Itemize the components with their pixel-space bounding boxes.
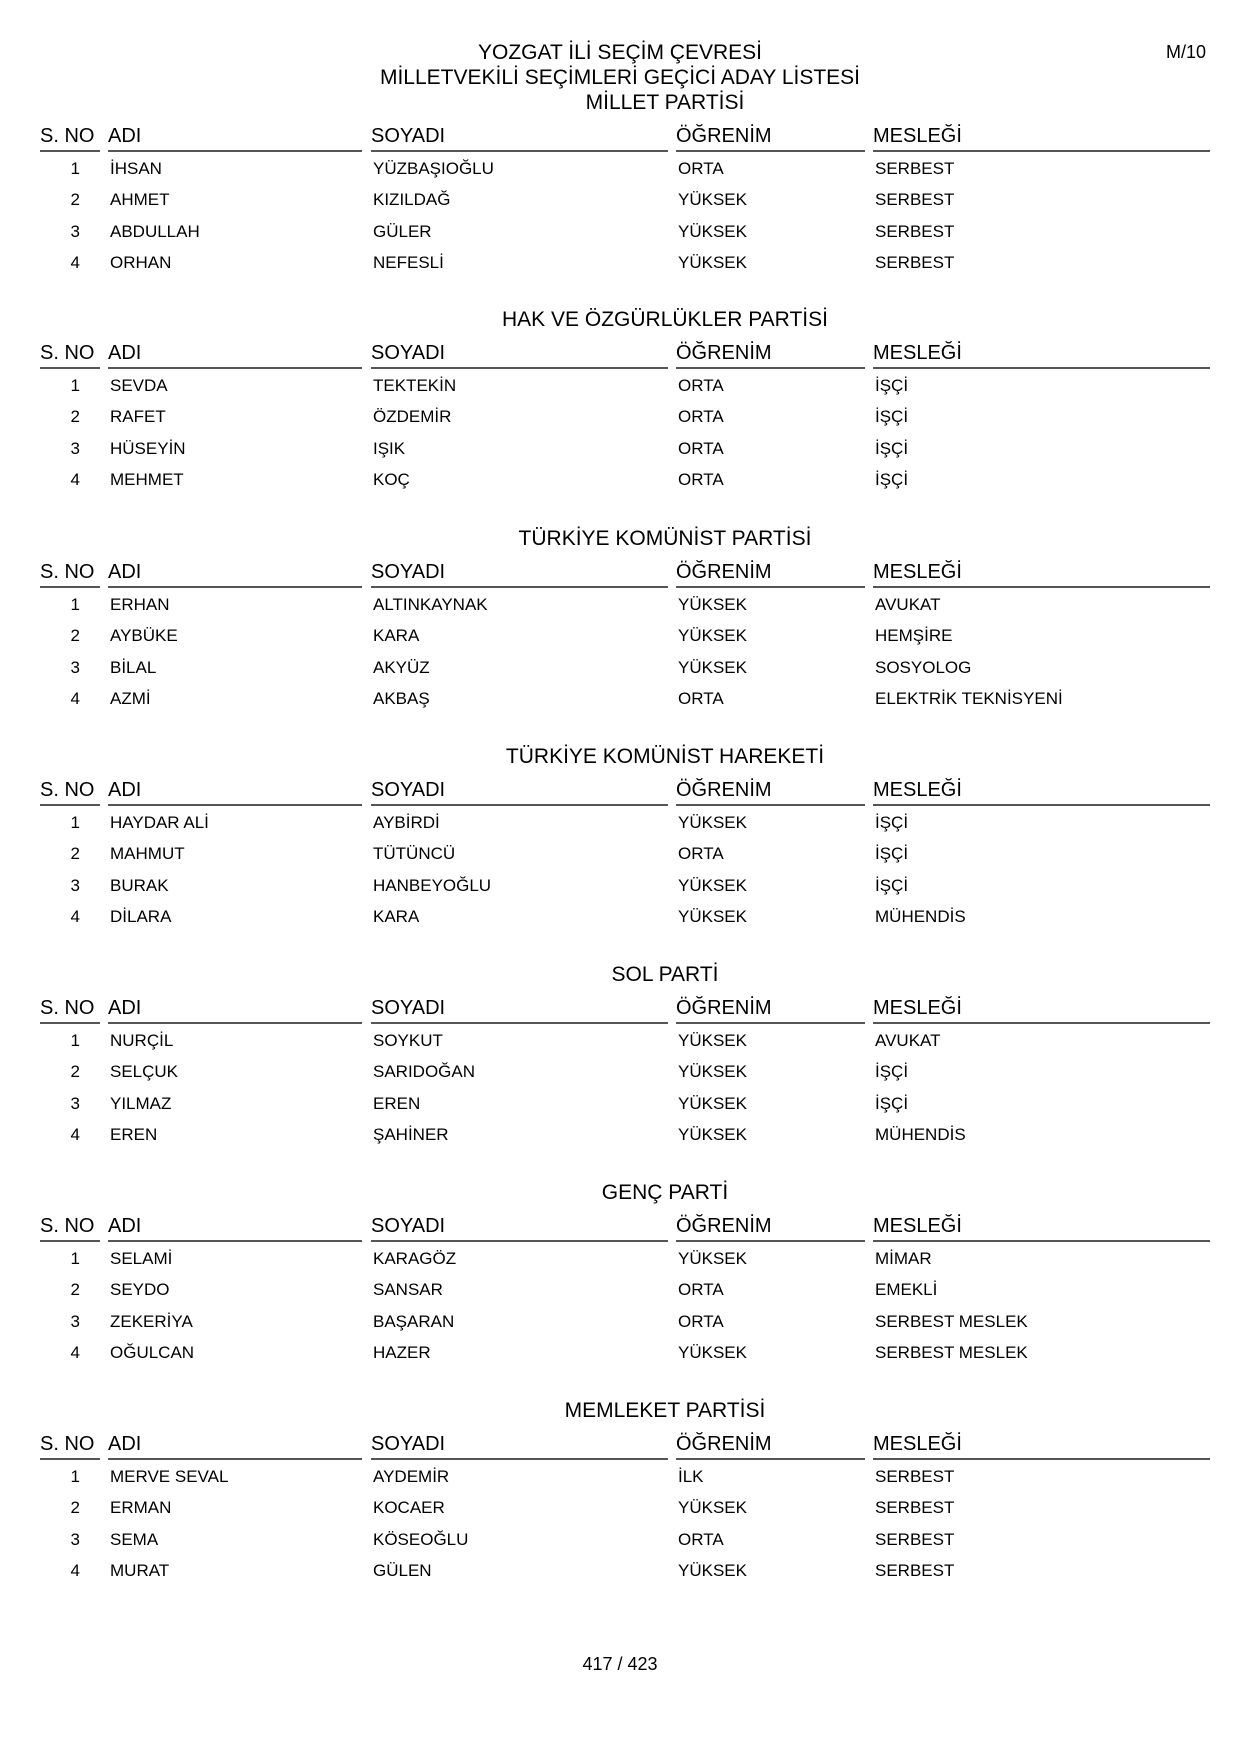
party-section <box>40 744 1210 933</box>
candidate-no: 1 <box>70 376 80 395</box>
candidate-profession: SERBEST <box>875 221 955 241</box>
table-row <box>40 401 1210 432</box>
table-row <box>40 1088 1210 1119</box>
candidate-surname: KIZILDAĞ <box>373 190 451 210</box>
column-header-adi: ADI <box>108 995 362 1024</box>
candidate-surname: AKYÜZ <box>373 657 430 677</box>
candidate-profession: İŞÇİ <box>875 438 909 458</box>
candidate-profession: İŞÇİ <box>875 470 909 490</box>
candidate-name: OĞULCAN <box>110 1343 195 1363</box>
column-header-adi: ADI <box>108 123 362 152</box>
party-title: HAK VE ÖZGÜRLÜKLER PARTİSİ <box>502 308 828 331</box>
table-row <box>40 1524 1210 1555</box>
column-header-soyadi: SOYADI <box>371 777 668 806</box>
candidate-surname: AYBİRDİ <box>373 813 440 832</box>
candidate-no: 1 <box>70 595 80 614</box>
candidate-surname: KÖSEOĞLU <box>373 1529 469 1549</box>
column-header-adi: ADI <box>108 1431 362 1460</box>
party-title: GENÇ PARTİ <box>601 1181 729 1204</box>
candidate-education: ORTA <box>678 1311 724 1331</box>
candidate-education: İLK <box>678 1467 704 1486</box>
candidate-education: YÜKSEK <box>678 1561 747 1581</box>
table-row <box>40 184 1210 215</box>
candidate-profession: SERBEST <box>875 190 955 210</box>
column-header-meslegi: MESLEĞİ <box>873 777 1210 806</box>
candidate-education: ORTA <box>678 1529 724 1549</box>
candidate-profession: EMEKLİ <box>875 1280 938 1300</box>
candidate-education: ORTA <box>678 844 724 864</box>
candidate-education: YÜKSEK <box>678 1125 747 1145</box>
candidate-name: ORHAN <box>110 253 172 273</box>
candidate-no: 1 <box>70 813 80 832</box>
table-header <box>40 777 1210 807</box>
candidate-profession: AVUKAT <box>875 1031 941 1050</box>
party-title: SOL PARTİ <box>611 963 719 986</box>
candidate-name: AHMET <box>110 190 170 210</box>
candidate-surname: BAŞARAN <box>373 1311 455 1331</box>
candidate-no: 3 <box>70 1311 80 1331</box>
party-section <box>40 526 1210 715</box>
page-number: 417 / 423 <box>582 1654 658 1674</box>
candidate-name: SELÇUK <box>110 1062 179 1082</box>
candidate-no: 2 <box>70 1498 80 1518</box>
candidate-no: 4 <box>70 1343 80 1363</box>
column-header-meslegi: MESLEĞİ <box>873 340 1210 369</box>
candidate-name: MURAT <box>110 1561 170 1581</box>
column-header-meslegi: MESLEĞİ <box>873 123 1210 152</box>
candidate-name: MERVE SEVAL <box>110 1467 229 1486</box>
candidate-education: YÜKSEK <box>678 1343 747 1363</box>
candidate-surname: NEFESLİ <box>373 253 444 273</box>
candidate-education: ORTA <box>678 159 724 178</box>
candidate-no: 2 <box>70 190 80 210</box>
candidate-name: RAFET <box>110 407 166 427</box>
candidate-name: SEVDA <box>110 376 168 395</box>
table-row <box>40 1056 1210 1087</box>
column-header-adi: ADI <box>108 340 362 369</box>
candidate-surname: KARA <box>373 626 420 646</box>
table-row <box>40 433 1210 464</box>
table-row <box>40 216 1210 247</box>
table-row <box>40 1337 1210 1368</box>
column-header-no: S. NO <box>40 777 100 806</box>
candidate-education: YÜKSEK <box>678 221 747 241</box>
candidate-education: YÜKSEK <box>678 875 747 895</box>
candidate-profession: HEMŞİRE <box>875 626 953 646</box>
candidate-education: YÜKSEK <box>678 1093 747 1113</box>
party-title: TÜRKİYE KOMÜNİST HAREKETİ <box>505 745 825 768</box>
candidate-surname: KOÇ <box>373 470 410 490</box>
candidate-name: ZEKERİYA <box>110 1311 193 1331</box>
table-row <box>40 901 1210 932</box>
candidate-no: 2 <box>70 1280 80 1300</box>
candidate-name: YILMAZ <box>110 1093 172 1113</box>
candidate-no: 1 <box>70 159 80 178</box>
table-row <box>40 620 1210 651</box>
candidate-profession: İŞÇİ <box>875 844 909 864</box>
party-section <box>40 90 1210 279</box>
candidate-profession: SERBEST <box>875 1498 955 1518</box>
candidate-no: 2 <box>70 1062 80 1082</box>
column-header-adi: ADI <box>108 1213 362 1242</box>
table-row <box>40 1461 1210 1492</box>
candidate-education: YÜKSEK <box>678 907 747 927</box>
candidate-surname: SANSAR <box>373 1280 443 1300</box>
candidate-education: ORTA <box>678 1280 724 1300</box>
table-row <box>40 589 1210 620</box>
candidate-no: 4 <box>70 689 80 709</box>
table-row <box>40 1555 1210 1586</box>
candidate-name: SEMA <box>110 1529 159 1549</box>
candidate-no: 2 <box>70 844 80 864</box>
candidate-no: 3 <box>70 657 80 677</box>
candidate-profession: SERBEST <box>875 159 955 178</box>
candidate-profession: SERBEST MESLEK <box>875 1343 1028 1363</box>
candidate-surname: SARIDOĞAN <box>373 1062 476 1082</box>
candidate-no: 4 <box>70 1125 80 1145</box>
table-row <box>40 153 1210 184</box>
candidate-education: YÜKSEK <box>678 657 747 677</box>
candidate-profession: MÜHENDİS <box>875 907 966 927</box>
party-section <box>40 1398 1210 1587</box>
candidate-education: ORTA <box>678 407 724 427</box>
table-row <box>40 1119 1210 1150</box>
candidate-surname: TEKTEKİN <box>373 376 457 395</box>
candidate-profession: ELEKTRİK TEKNİSYENİ <box>875 689 1063 709</box>
column-header-meslegi: MESLEĞİ <box>873 1213 1210 1242</box>
candidate-no: 4 <box>70 907 80 927</box>
column-header-soyadi: SOYADI <box>371 1431 668 1460</box>
candidate-profession: İŞÇİ <box>875 875 909 895</box>
column-header-soyadi: SOYADI <box>371 1213 668 1242</box>
column-header-ogrenim: ÖĞRENİM <box>676 340 865 369</box>
candidate-profession: SERBEST MESLEK <box>875 1311 1028 1331</box>
candidate-no: 2 <box>70 407 80 427</box>
column-header-no: S. NO <box>40 559 100 588</box>
column-header-no: S. NO <box>40 995 100 1024</box>
table-row <box>40 464 1210 495</box>
candidate-name: SELAMİ <box>110 1249 173 1268</box>
candidate-name: MEHMET <box>110 470 184 490</box>
party-title: MEMLEKET PARTİSİ <box>564 1399 766 1422</box>
candidate-no: 3 <box>70 1093 80 1113</box>
candidate-profession: SERBEST <box>875 253 955 273</box>
column-header-ogrenim: ÖĞRENİM <box>676 559 865 588</box>
column-header-ogrenim: ÖĞRENİM <box>676 123 865 152</box>
table-row <box>40 1025 1210 1056</box>
party-title: MİLLET PARTİSİ <box>585 91 745 114</box>
candidate-profession: SERBEST <box>875 1529 955 1549</box>
candidate-education: YÜKSEK <box>678 1062 747 1082</box>
candidate-education: ORTA <box>678 470 724 490</box>
candidate-surname: ŞAHİNER <box>373 1125 449 1145</box>
candidate-profession: İŞÇİ <box>875 376 909 395</box>
table-row <box>40 807 1210 838</box>
table-header <box>40 1213 1210 1243</box>
candidate-profession: İŞÇİ <box>875 1093 909 1113</box>
candidate-surname: TÜTÜNCÜ <box>373 844 456 864</box>
column-header-no: S. NO <box>40 1213 100 1242</box>
candidate-name: ERHAN <box>110 595 170 614</box>
column-header-meslegi: MESLEĞİ <box>873 559 1210 588</box>
candidate-surname: SOYKUT <box>373 1031 443 1050</box>
table-header <box>40 123 1210 153</box>
column-header-soyadi: SOYADI <box>371 995 668 1024</box>
header-line-2: MİLLETVEKİLİ SEÇİMLERİ GEÇİCİ ADAY LİSTESİ <box>379 66 861 89</box>
table-header <box>40 559 1210 589</box>
candidate-name: AZMİ <box>110 689 151 709</box>
candidate-name: ERMAN <box>110 1498 172 1518</box>
candidate-name: ABDULLAH <box>110 221 200 241</box>
candidate-no: 2 <box>70 626 80 646</box>
column-header-ogrenim: ÖĞRENİM <box>676 777 865 806</box>
column-header-soyadi: SOYADI <box>371 123 668 152</box>
candidate-surname: KARA <box>373 907 420 927</box>
candidate-surname: KARAGÖZ <box>373 1249 457 1268</box>
candidate-profession: İŞÇİ <box>875 1062 909 1082</box>
candidate-name: BİLAL <box>110 657 157 677</box>
candidate-education: YÜKSEK <box>678 1498 747 1518</box>
table-header <box>40 1431 1210 1461</box>
candidate-surname: YÜZBAŞIOĞLU <box>373 159 494 178</box>
candidate-profession: İŞÇİ <box>875 813 909 832</box>
party-section <box>40 1180 1210 1369</box>
page-code: M/10 <box>1166 42 1207 62</box>
candidate-no: 4 <box>70 470 80 490</box>
column-header-no: S. NO <box>40 1431 100 1460</box>
candidate-no: 3 <box>70 1529 80 1549</box>
candidate-name: BURAK <box>110 875 169 895</box>
candidate-education: ORTA <box>678 376 724 395</box>
candidate-name: MAHMUT <box>110 844 185 864</box>
candidate-no: 4 <box>70 253 80 273</box>
candidate-surname: IŞIK <box>373 438 406 458</box>
table-row <box>40 1492 1210 1523</box>
column-header-soyadi: SOYADI <box>371 559 668 588</box>
candidate-education: YÜKSEK <box>678 626 747 646</box>
candidate-education: YÜKSEK <box>678 595 747 614</box>
candidate-education: YÜKSEK <box>678 813 747 832</box>
table-row <box>40 247 1210 278</box>
candidate-no: 3 <box>70 875 80 895</box>
candidate-education: YÜKSEK <box>678 1249 747 1268</box>
candidate-profession: AVUKAT <box>875 595 941 614</box>
candidate-profession: SERBEST <box>875 1467 955 1486</box>
candidate-name: EREN <box>110 1125 158 1145</box>
party-title: TÜRKİYE KOMÜNİST PARTİSİ <box>518 527 812 550</box>
table-row <box>40 1274 1210 1305</box>
candidate-name: HAYDAR ALİ <box>110 813 209 832</box>
table-row <box>40 870 1210 901</box>
candidate-no: 3 <box>70 221 80 241</box>
candidate-no: 3 <box>70 438 80 458</box>
candidate-profession: SOSYOLOG <box>875 657 972 677</box>
candidate-surname: HANBEYOĞLU <box>373 875 492 895</box>
candidate-profession: MÜHENDİS <box>875 1125 966 1145</box>
column-header-no: S. NO <box>40 340 100 369</box>
candidate-surname: HAZER <box>373 1343 431 1363</box>
candidate-surname: AYDEMİR <box>373 1467 450 1486</box>
candidate-name: İHSAN <box>110 159 162 178</box>
table-header <box>40 995 1210 1025</box>
candidate-surname: EREN <box>373 1093 421 1113</box>
party-section <box>40 962 1210 1151</box>
table-row <box>40 1306 1210 1337</box>
candidate-education: ORTA <box>678 689 724 709</box>
table-row <box>40 683 1210 714</box>
candidate-profession: İŞÇİ <box>875 407 909 427</box>
candidate-profession: SERBEST <box>875 1561 955 1581</box>
candidate-surname: ÖZDEMİR <box>373 407 452 427</box>
candidate-surname: KOCAER <box>373 1498 445 1518</box>
candidate-name: HÜSEYİN <box>110 438 186 458</box>
header-line-1: YOZGAT İLİ SEÇİM ÇEVRESİ <box>478 41 762 64</box>
candidate-education: YÜKSEK <box>678 1031 747 1050</box>
candidate-no: 4 <box>70 1561 80 1581</box>
candidate-surname: ALTINKAYNAK <box>373 595 488 614</box>
table-header <box>40 340 1210 370</box>
candidate-no: 1 <box>70 1467 80 1486</box>
candidate-surname: GÜLEN <box>373 1561 432 1581</box>
table-row <box>40 838 1210 869</box>
document-header <box>0 40 1240 90</box>
candidate-surname: GÜLER <box>373 221 432 241</box>
table-row <box>40 1243 1210 1274</box>
column-header-ogrenim: ÖĞRENİM <box>676 1213 865 1242</box>
candidate-profession: MİMAR <box>875 1249 932 1268</box>
column-header-adi: ADI <box>108 559 362 588</box>
candidate-no: 1 <box>70 1249 80 1268</box>
candidate-surname: AKBAŞ <box>373 689 430 709</box>
candidate-name: NURÇİL <box>110 1031 174 1050</box>
candidate-education: ORTA <box>678 438 724 458</box>
column-header-ogrenim: ÖĞRENİM <box>676 995 865 1024</box>
column-header-meslegi: MESLEĞİ <box>873 1431 1210 1460</box>
candidate-name: AYBÜKE <box>110 626 178 646</box>
candidate-name: SEYDO <box>110 1280 170 1300</box>
column-header-adi: ADI <box>108 777 362 806</box>
column-header-ogrenim: ÖĞRENİM <box>676 1431 865 1460</box>
column-header-meslegi: MESLEĞİ <box>873 995 1210 1024</box>
column-header-no: S. NO <box>40 123 100 152</box>
party-section <box>40 307 1210 496</box>
candidate-name: DİLARA <box>110 907 172 927</box>
table-row <box>40 652 1210 683</box>
table-row <box>40 370 1210 401</box>
column-header-soyadi: SOYADI <box>371 340 668 369</box>
candidate-no: 1 <box>70 1031 80 1050</box>
candidate-education: YÜKSEK <box>678 253 747 273</box>
candidate-education: YÜKSEK <box>678 190 747 210</box>
